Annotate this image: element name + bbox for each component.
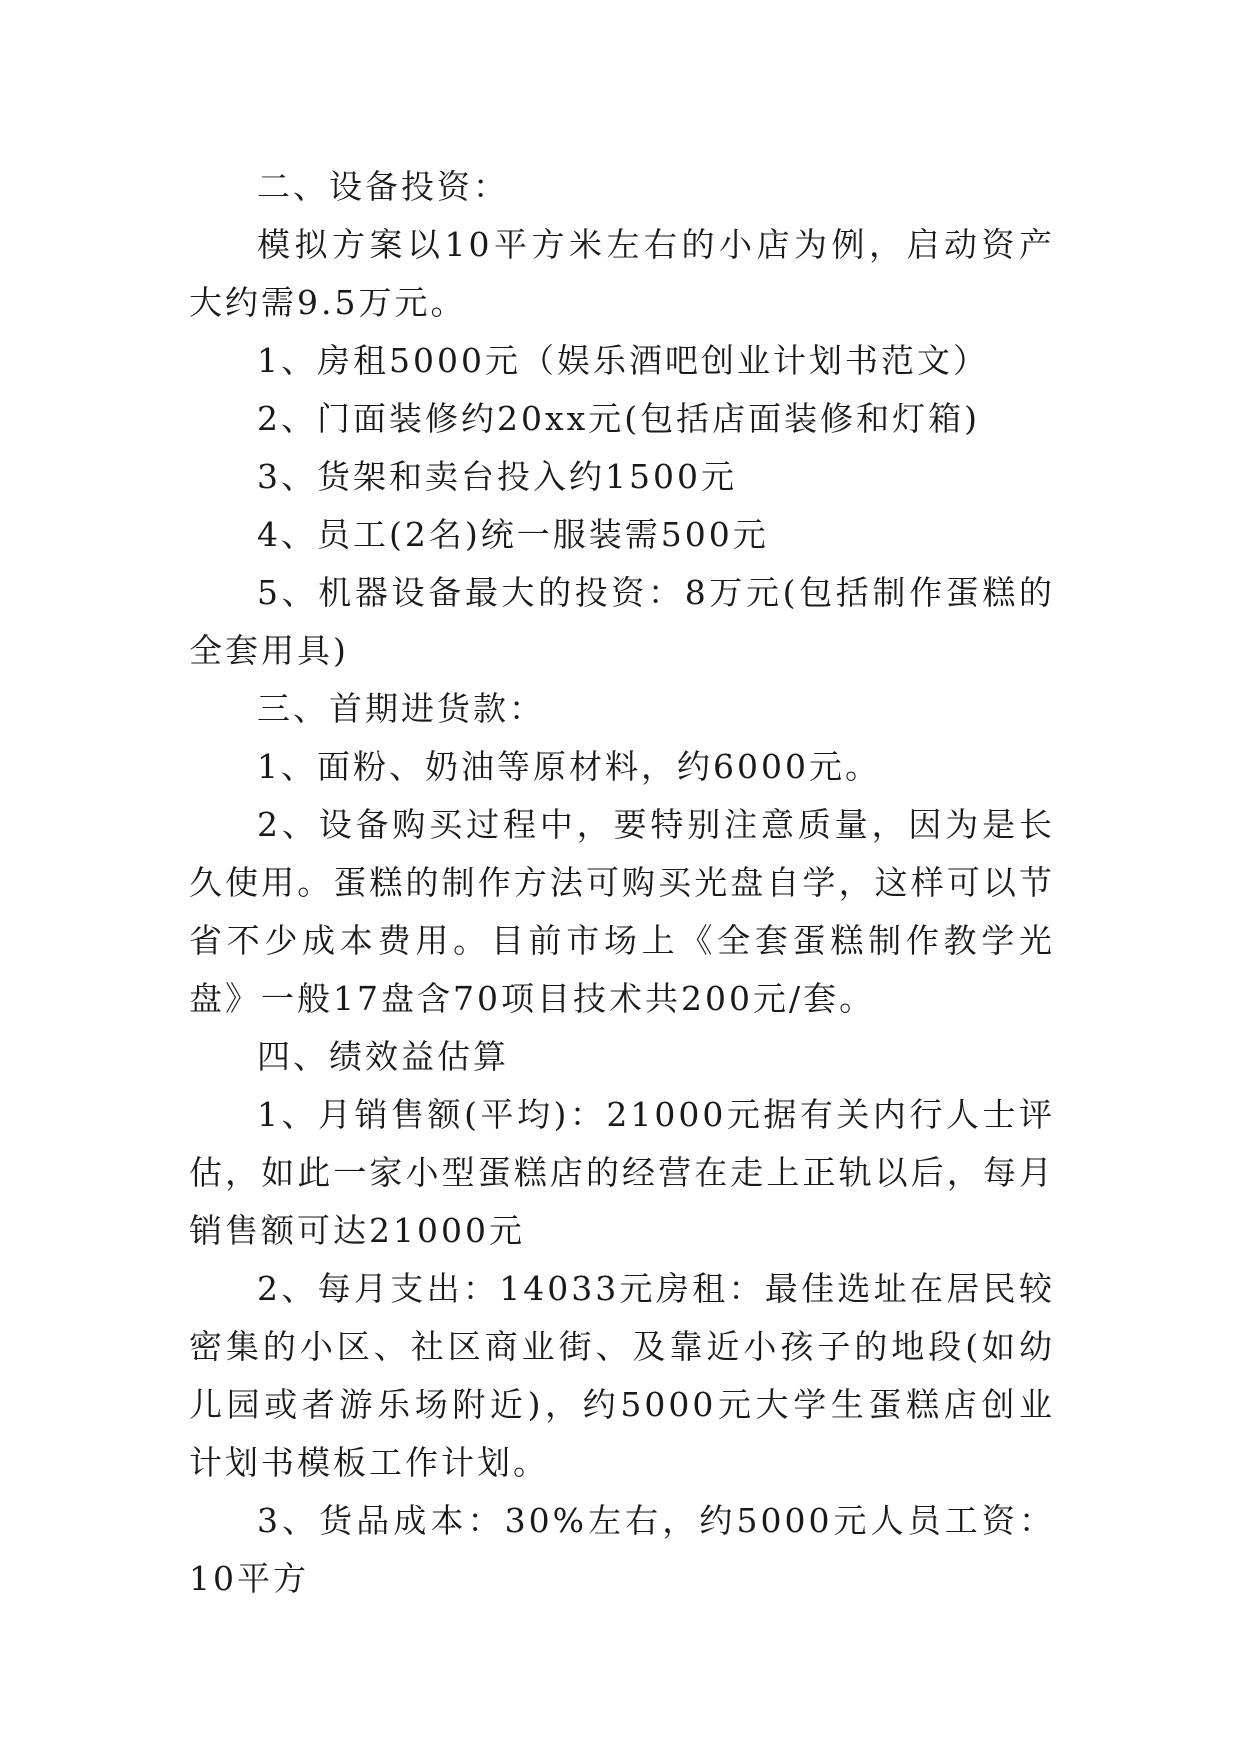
list-item-rent: 1、房租5000元（娱乐酒吧创业计划书范文） [257,341,989,380]
section-heading-equipment-investment: 二、设备投资： [257,167,509,206]
paragraph-startup-capital: 模拟方案以10平方米左右的小店为例，启动资产大约需9.5万元。 [189,225,1055,322]
document-body [189,158,1055,1608]
list-item-monthly-expenses: 2、每月支出：14033元房租：最佳选址在居民较密集的小区、社区商业街、及靠近小孩子的地段(如幼儿园或者游乐场附近)，约5000元大学生蛋糕店创业计划书模板工作计划。 [189,1269,1055,1482]
list-item-storefront-renovation: 2、门面装修约20xx元(包括店面装修和灯箱) [257,399,980,438]
list-item-equipment-purchase: 2、设备购买过程中，要特别注意质量，因为是长久使用。蛋糕的制作方法可购买光盘自学，这样可以节省不少成本费用。目前市场上《全套蛋糕制作教学光盘》一般17盘含70项目技术共200元/套。 [189,805,1055,1018]
list-item-raw-materials: 1、面粉、奶油等原材料，约6000元。 [257,747,881,786]
section-heading-initial-stock: 三、首期进货款： [257,689,545,728]
list-item-staff-uniform: 4、员工(2名)统一服装需500元 [257,515,769,554]
list-item-shelves-counter: 3、货架和卖台投入约1500元 [257,457,737,496]
list-item-monthly-sales: 1、月销售额(平均)：21000元据有关内行人士评估，如此一家小型蛋糕店的经营在走上正轨以后，每月销售额可达21000元 [189,1095,1055,1250]
list-item-goods-cost: 3、货品成本：30%左右，约5000元人员工资：10平方 [189,1501,1055,1598]
list-item-machinery: 5、机器设备最大的投资：8万元(包括制作蛋糕的全套用具) [189,573,1055,670]
section-heading-performance-estimate: 四、绩效益估算 [257,1037,509,1076]
